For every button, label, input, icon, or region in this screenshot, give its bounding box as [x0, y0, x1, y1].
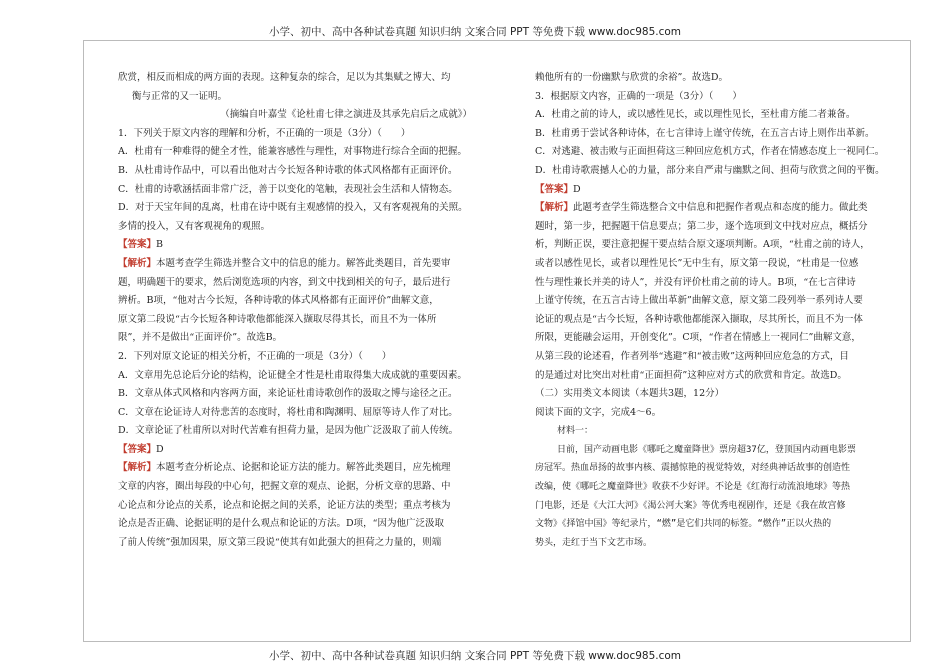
explanation-3 [535, 199, 900, 218]
explanation-line: 心论点和分论点的关系，论点和论据之间的关系，论证方法的类型；重点考核为 [118, 499, 451, 511]
material-line: 日前，国产动画电影《哪吒之魔童降世》票房超37亿，登顶国内动画电影票 [557, 444, 856, 455]
explanation-label: 【解析】 [118, 257, 157, 269]
text-line: 赖他所有的一份幽默与欣赏的余裕”。故选D。 [535, 72, 728, 83]
explanation-line: 性与理性兼长并美的诗人”，并没有评价杜甫之前的诗人。B项，“在七言律诗 [535, 276, 856, 288]
option-c: C．文章在论证诗人对待悲苦的态度时，将杜甫和陶渊明、屈原等诗人作了对比。 [118, 406, 458, 418]
option-c: C．杜甫的诗歌涵括面非常广泛，善于以变化的笔触，表现社会生活和人情物态。 [118, 183, 458, 195]
explanation-line: 论证的观点是“古今长短，各种诗歌他都能深入撷取，尽其所长，而且不为一体 [535, 313, 863, 325]
explanation-line: 从第三段的论述看，作者列举“逃避”和“被击败”这两种回应危急的方式，目 [535, 350, 849, 362]
left-column [118, 69, 478, 552]
explanation-line: 论点是否正确、论据证明的是什么观点和论证的方法。D项，“因为他广泛汲取 [118, 518, 444, 530]
material-line: 房冠军。热血昂扬的故事内核、震撼惊艳的视觉特效，对经典神话故事的创造性 [535, 463, 851, 474]
explanation-text: 本题考查分析论点、论据和论证方法的能力。解答此类题目，应先梳理 [156, 462, 451, 474]
answer-3 [535, 181, 900, 200]
material-line: 门电影，还是《大江大河》《渴公河大案》等优秀电视剧作，还是《我在故宫修 [535, 500, 846, 511]
explanation-line: 题时，第一步，把握题干信息要点；第二步，逐个选项到文中找对应点，概括分 [535, 220, 868, 232]
explanation-line: 或者以感性见长，或者以理性见长”无中生有，原文第一段说，“杜甫是一位感 [535, 257, 859, 269]
explanation-line: 辨析。B项，“他对古今长短，各种诗歌的体式风格都有正面评价”曲解文意， [118, 295, 439, 307]
option-c: C．对逃避、被击败与正面担荷这三种回应危机方式，作者在情感态度上一视同仁。 [535, 146, 885, 158]
option-d-cont: 多情的投入，又有客观视角的观照。 [118, 220, 271, 232]
question-2: 2．下列对原文论证的相关分析，不正确的一项是（3分）（ ） [118, 350, 392, 362]
option-b: B．文章从体式风格和内容两方面，来论证杜甫诗歌创作的汲取之博与途径之正。 [118, 388, 458, 400]
explanation-line: 原文第二段说“古今长短各种诗歌他都能深入撷取尽得其长，而且不为一体所 [118, 313, 437, 325]
option-b: B．杜甫勇于尝试各种诗体，在七言律诗上谨守传统，在五言古诗上则作出革新。 [535, 127, 875, 139]
explanation-line: 了前人传统”强加因果，原文第三段说“使其有如此强大的担荷之力量的，则端 [118, 536, 442, 548]
question-1: 1．下列关于原文内容的理解和分析，不正确的一项是（3分）（ ） [118, 127, 411, 139]
explanation-line: 题，明确题干的要求，然后浏览选项的内容，到文中找到相关的句子，最后进行 [118, 276, 451, 288]
option-d: D．对于天宝年间的乱离，杜甫在诗中既有主观感情的投入，又有客观视角的关照。 [118, 202, 468, 214]
explanation-line: 限”，并不是做出“正面评价”。故选B。 [118, 332, 283, 344]
answer-2 [118, 441, 478, 460]
text-line: 衡与正常的又一证明。 [132, 90, 228, 102]
answer-label: 【答案】 [118, 239, 157, 251]
material-line: 势头，走红于当下文艺市场。 [535, 537, 653, 548]
option-a: A．杜甫之前的诗人，或以感性见长，或以理性见长，至杜甫方能二者兼备。 [535, 109, 856, 121]
explanation-label: 【解析】 [118, 462, 157, 474]
option-b: B．从杜甫诗作品中，可以看出他对古今长短各种诗歌的体式风格都有正面评价。 [118, 164, 458, 176]
explanation-line: 析，判断正误，要注意把握干要点结合原文逐项判断。A项，“杜甫之前的诗人， [535, 239, 870, 251]
source-citation: （摘编自叶嘉莹《论杜甫七律之演进及其承先启后之成就》） [220, 109, 472, 121]
answer-label: 【答案】 [535, 183, 574, 195]
material-line: 文物》《择馆中国》等纪录片，“燃”是它们共同的标签。“燃作”正以火热的 [535, 519, 832, 530]
footer-banner: 小学、初中、高中各种试卷真题 知识归纳 文案合同 PPT 等免费下载 www.doc985.com [268, 650, 682, 662]
header-banner: 小学、初中、高中各种试卷真题 知识归纳 文案合同 PPT 等免费下载 www.doc985.com [268, 26, 682, 38]
option-d: D．杜甫诗歌震撼人心的力量，部分来自严肃与幽默之间、担荷与欣赏之间的平衡。 [535, 164, 885, 176]
explanation-text: 本题考查学生筛选并整合文中的信息的能力。解答此类题目，首先要审 [156, 257, 451, 269]
right-column [535, 69, 900, 552]
answer-value: B [156, 239, 163, 251]
explanation-label: 【解析】 [535, 202, 574, 214]
explanation-1 [118, 255, 478, 274]
answer-value: D [573, 183, 581, 195]
text-line: 欣赏，相反而相成的两方面的表现。这种复杂的综合，足以为其集赋之博大、均 [118, 72, 451, 83]
material-line: 改编，使《哪吒之魔童降世》收获不少好评。不论是《红海行动流浪地球》等热 [535, 482, 851, 493]
question-3: 3．根据原文内容，正确的一项是（3分）（ ） [535, 90, 742, 102]
option-a: A．杜甫有一种难得的健全才性，能兼容感性与理性，对事物进行综合全面的把握。 [118, 146, 467, 158]
explanation-line: 文章的内容，圈出每段的中心句，把握文章的观点、论据，分析文章的思路、中 [118, 481, 451, 493]
explanation-line: 上谨守传统，在五言古诗上做出革新”曲解文意，原文第二段列举一系列诗人要 [535, 295, 863, 307]
answer-1 [118, 236, 478, 255]
section-heading: （二）实用类文本阅读（本题共3题，12分） [535, 388, 725, 400]
explanation-2 [118, 459, 478, 478]
option-d: D．文章论证了杜甫所以对时代苦难有担荷力量，是因为他广泛汲取了前人传统。 [118, 425, 459, 437]
explanation-text: 此题考查学生筛选整合文中信息和把握作者观点和态度的能力。做此类 [573, 202, 868, 214]
reading-instruction: 阅读下面的文字，完成4～6。 [535, 406, 662, 418]
explanation-line: 的是通过对比突出对杜甫“正面担荷”这种应对方式的欣赏和肯定。故选D。 [535, 369, 847, 381]
answer-label: 【答案】 [118, 443, 157, 455]
explanation-line: 所限，更能融会运用，开创变化”。C项，“作者在情感上一视同仁”曲解文意， [535, 332, 861, 344]
answer-value: D [156, 443, 164, 455]
material-label: 材料一： [557, 426, 594, 437]
option-a: A．文章用先总论后分论的结构，论证健全才性是杜甫取得集大成成就的重要因素。 [118, 369, 467, 381]
